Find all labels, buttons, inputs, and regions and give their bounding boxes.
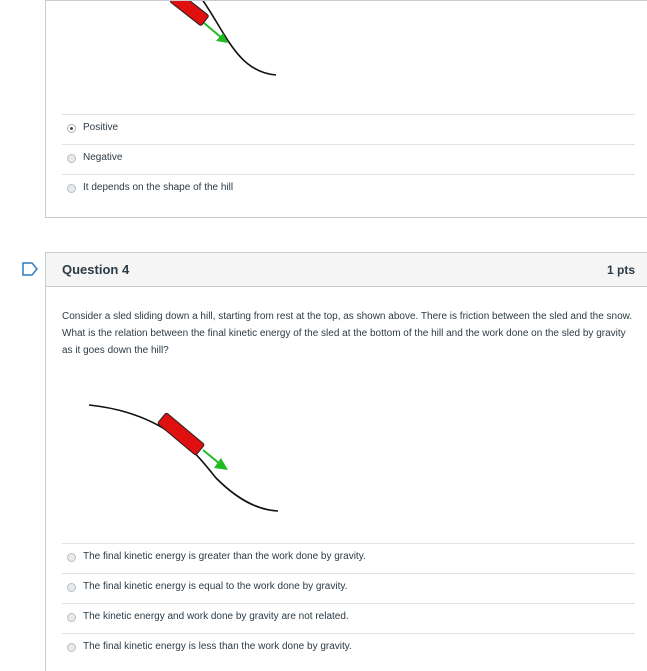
radio-icon[interactable]: [67, 154, 76, 163]
answer-label: The final kinetic energy is less than the work done by gravity.: [83, 641, 352, 652]
answer-option[interactable]: [62, 543, 635, 573]
radio-icon[interactable]: [67, 613, 76, 622]
question-3-panel: [45, 0, 647, 218]
radio-icon[interactable]: [67, 553, 76, 562]
question-header: [46, 253, 647, 287]
flag-question-icon[interactable]: [22, 262, 38, 276]
question-3-answers: [62, 114, 635, 204]
hill-curve: [89, 405, 278, 511]
answer-label: It depends on the shape of the hill: [83, 182, 234, 193]
question-4-panel: [45, 252, 647, 671]
question-4-answers: [62, 543, 635, 663]
radio-selected-icon[interactable]: [67, 124, 76, 133]
answer-label: The final kinetic energy is equal to the work done by gravity.: [83, 581, 348, 592]
answer-label: Negative: [83, 152, 123, 163]
sled: [170, 1, 210, 26]
radio-icon[interactable]: [67, 643, 76, 652]
question-points: 1 pts: [606, 263, 635, 277]
sled-hill-figure: [86, 398, 286, 518]
answer-option[interactable]: [62, 114, 635, 144]
answer-option[interactable]: [62, 573, 635, 603]
answer-option[interactable]: [62, 174, 635, 204]
answer-option[interactable]: [62, 144, 635, 174]
question-title: Question 4: [62, 262, 130, 277]
radio-icon[interactable]: [67, 583, 76, 592]
sled-hill-figure-q3: [161, 1, 291, 81]
velocity-arrow: [203, 450, 220, 464]
answer-option[interactable]: [62, 633, 635, 663]
answer-label: Positive: [83, 122, 119, 133]
answer-option[interactable]: [62, 603, 635, 633]
question-text: Consider a sled sliding down a hill, starting from rest at the top, as shown above. There is friction between the sled and the snow. What is the relation between the final kinetic energy of the sled at the bottom of the hill and the work done on the sled by gravity as it goes down the hill?: [62, 311, 633, 356]
radio-icon[interactable]: [67, 184, 76, 193]
answer-label: The final kinetic energy is greater than the work done by gravity.: [83, 551, 366, 562]
sled: [157, 413, 204, 456]
answer-label: The kinetic energy and work done by gravity are not related.: [83, 611, 349, 622]
